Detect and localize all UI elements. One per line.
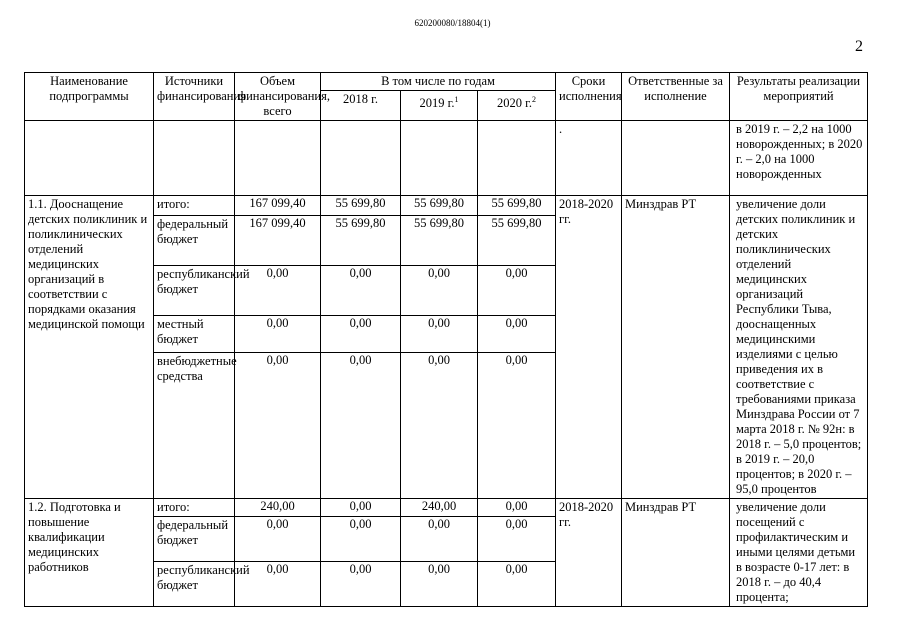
y2019-cell: 0,00	[401, 562, 478, 607]
subprogram-1-2-responsible: Минздрав РТ	[622, 499, 730, 607]
y2020-cell: 55 699,80	[478, 216, 556, 266]
subprogram-1-1-results: увеличение доли детских поликлиник и детских поликлинических отделений медицинских организаций Республики Тыва, дооснащенных медицинскими изделиями с целью приведения их в соответствие с требованиями приказа Минздрава России от 7 марта 2018 г. № 92н: в 2018 г. – 5,0 процентов; в 2019 г. – 20,0 процентов; в 2020 г. – 95,0 процентов	[730, 196, 868, 499]
continued-terms: .	[556, 121, 622, 196]
source-cell: итого:	[154, 196, 235, 216]
total-cell: 0,00	[235, 517, 321, 562]
total-cell: 167 099,40	[235, 216, 321, 266]
header-2018: 2018 г.	[321, 91, 401, 121]
header-sources: Источники финансирования	[154, 73, 235, 121]
source-cell: республиканский бюджет	[154, 562, 235, 607]
subprogram-1-2-results: увеличение доли посещений с профилактическим и иными целями детьми в возрасте 0-17 лет: в 2018 г. – до 40,4 процента;	[730, 499, 868, 607]
y2019-cell: 0,00	[401, 353, 478, 499]
y2019-cell: 0,00	[401, 517, 478, 562]
y2020-cell: 0,00	[478, 499, 556, 517]
header-responsible: Ответственные за исполнение	[622, 73, 730, 121]
page-number: 2	[855, 38, 863, 55]
y2018-cell: 0,00	[321, 266, 401, 316]
source-cell: внебюджетные средства	[154, 353, 235, 499]
y2018-cell: 55 699,80	[321, 216, 401, 266]
header-2019: 2019 г.$^1$	[401, 91, 478, 121]
y2018-cell: 55 699,80	[321, 196, 401, 216]
table-row	[25, 196, 868, 216]
y2020-cell: 0,00	[478, 353, 556, 499]
source-cell: республиканский бюджет	[154, 266, 235, 316]
subprogram-1-2-terms: 2018-2020 гг.	[556, 499, 622, 607]
y2020-cell: 55 699,80	[478, 196, 556, 216]
y2018-cell: 0,00	[321, 316, 401, 353]
subprogram-1-1-name: 1.1. Дооснащение детских поликлиник и поликлинических отделений медицинских организаций в соответствии с порядками оказания медицинской помощи	[25, 196, 154, 499]
y2019-cell: 0,00	[401, 266, 478, 316]
continued-results: в 2019 г. – 2,2 на 1000 новорожденных; в 2020 г. – 2,0 на 1000 новорожденных	[730, 121, 868, 196]
header-total: Объем финансирования, всего	[235, 73, 321, 121]
table-header	[25, 73, 868, 121]
continued-row	[25, 121, 868, 196]
subprogram-1-1-terms: 2018-2020 гг.	[556, 196, 622, 499]
y2020-cell: 0,00	[478, 266, 556, 316]
header-2020: 2020 г.$^2$	[478, 91, 556, 121]
financing-table	[24, 72, 868, 607]
header-name: Наименование подпрограммы	[25, 73, 154, 121]
y2018-cell: 0,00	[321, 517, 401, 562]
y2018-cell: 0,00	[321, 353, 401, 499]
total-cell: 240,00	[235, 499, 321, 517]
source-cell: местный бюджет	[154, 316, 235, 353]
header-by-years: В том числе по годам	[321, 73, 556, 91]
document-code: 620200080/18804(1)	[414, 18, 491, 28]
y2018-cell: 0,00	[321, 499, 401, 517]
total-cell: 167 099,40	[235, 196, 321, 216]
total-cell: 0,00	[235, 353, 321, 499]
header-results: Результаты реализации мероприятий	[730, 73, 868, 121]
source-cell: итого:	[154, 499, 235, 517]
y2020-cell: 0,00	[478, 517, 556, 562]
header-terms: Сроки исполнения	[556, 73, 622, 121]
y2020-cell: 0,00	[478, 316, 556, 353]
source-cell: федеральный бюджет	[154, 517, 235, 562]
y2019-cell: 0,00	[401, 316, 478, 353]
total-cell: 0,00	[235, 266, 321, 316]
total-cell: 0,00	[235, 562, 321, 607]
table-row	[25, 499, 868, 517]
y2019-cell: 55 699,80	[401, 196, 478, 216]
total-cell: 0,00	[235, 316, 321, 353]
subprogram-1-2-name: 1.2. Подготовка и повышение квалификации медицинских работников	[25, 499, 154, 607]
y2020-cell: 0,00	[478, 562, 556, 607]
subprogram-1-1-responsible: Минздрав РТ	[622, 196, 730, 499]
y2019-cell: 55 699,80	[401, 216, 478, 266]
y2019-cell: 240,00	[401, 499, 478, 517]
source-cell: федеральный бюджет	[154, 216, 235, 266]
y2018-cell: 0,00	[321, 562, 401, 607]
